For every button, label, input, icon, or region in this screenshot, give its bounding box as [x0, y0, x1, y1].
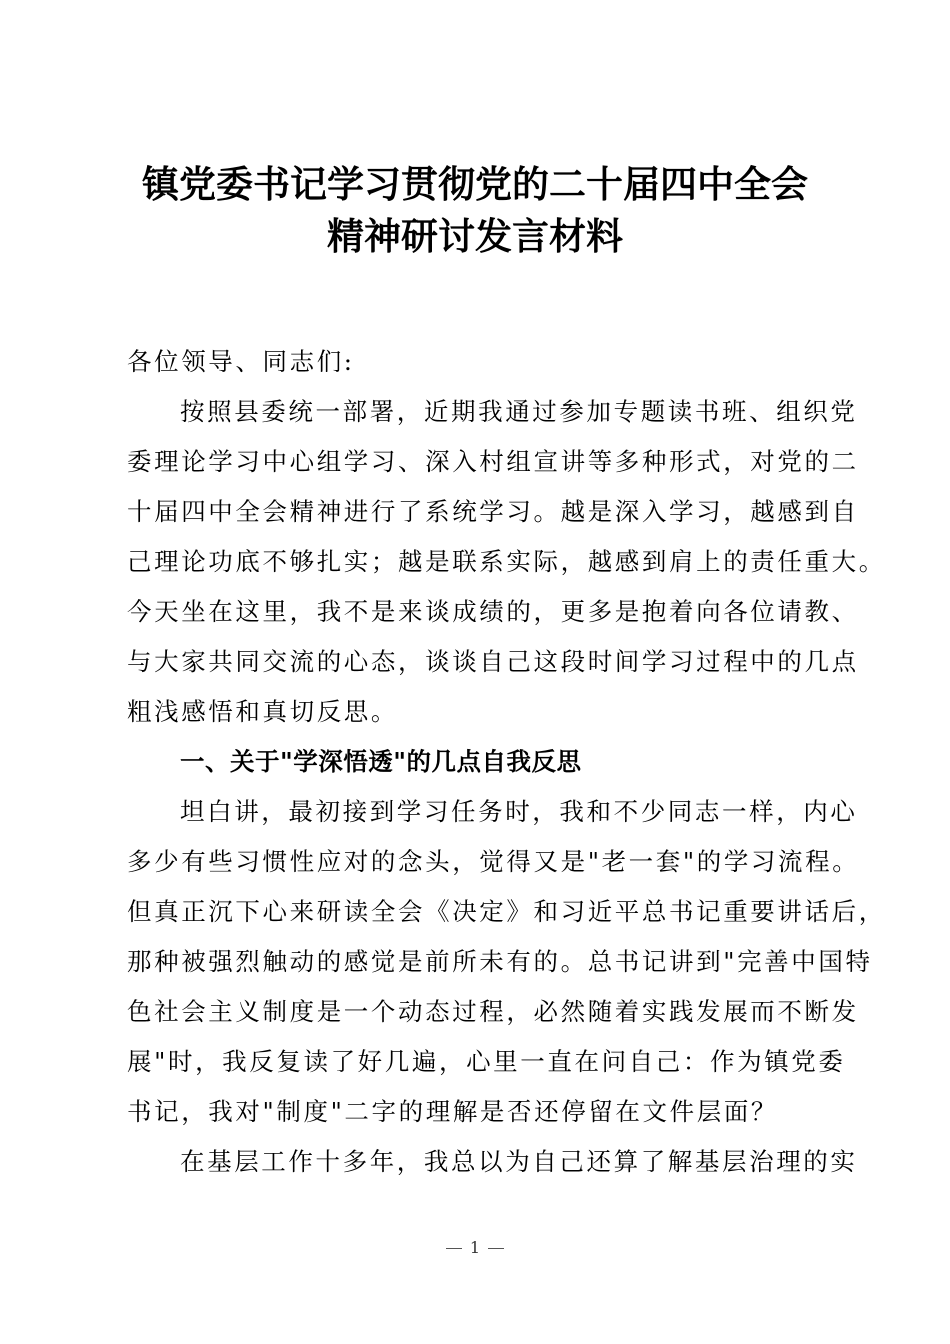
paragraph-line: 委理论学习中心组学习、深入村组宣讲等多种形式，对党的二 [127, 447, 859, 476]
paragraph-line: 但真正沉下心来研读全会《决定》和习近平总书记重要讲话后， [127, 897, 886, 926]
page-number: 1 [469, 1238, 481, 1257]
dash-right [488, 1248, 504, 1249]
paragraph-line: 那种被强烈触动的感觉是前所未有的。总书记讲到"完善中国特 [127, 947, 873, 976]
paragraph-line: 多少有些习惯性应对的念头，觉得又是"老一套"的学习流程。 [127, 847, 860, 876]
paragraph-line: 与大家共同交流的心态，谈谈自己这段时间学习过程中的几点 [127, 647, 859, 676]
page-number-footer [0, 1238, 950, 1257]
paragraph-line: 书记，我对"制度"二字的理解是否还停留在文件层面？ [127, 1097, 779, 1126]
dash-left [446, 1248, 462, 1249]
paragraph-line: 今天坐在这里，我不是来谈成绩的，更多是抱着向各位请教、 [127, 597, 859, 626]
paragraph-line: 在基层工作十多年，我总以为自己还算了解基层治理的实 [180, 1147, 858, 1176]
document-title-line-2: 精神研讨发言材料 [327, 215, 623, 258]
paragraph-line: 己理论功底不够扎实；越是联系实际，越感到肩上的责任重大。 [127, 547, 886, 576]
section-heading: 一、关于"学深悟透"的几点自我反思 [180, 747, 582, 776]
paragraph-line: 色社会主义制度是一个动态过程，必然随着实践发展而不断发 [127, 997, 859, 1026]
paragraph-line: 粗浅感悟和真切反思。 [127, 697, 398, 726]
document-title-line-1: 镇党委书记学习贯彻党的二十届四中全会 [142, 163, 808, 206]
paragraph-line: 十届四中全会精神进行了系统学习。越是深入学习，越感到自 [127, 497, 859, 526]
salutation: 各位领导、同志们: [127, 347, 355, 376]
paragraph-line: 按照县委统一部署，近期我通过参加专题读书班、组织党 [180, 397, 858, 426]
paragraph-line: 坦白讲，最初接到学习任务时，我和不少同志一样，内心 [180, 797, 858, 826]
paragraph-line: 展"时，我反复读了好几遍，心里一直在问自己：作为镇党委 [127, 1047, 846, 1076]
